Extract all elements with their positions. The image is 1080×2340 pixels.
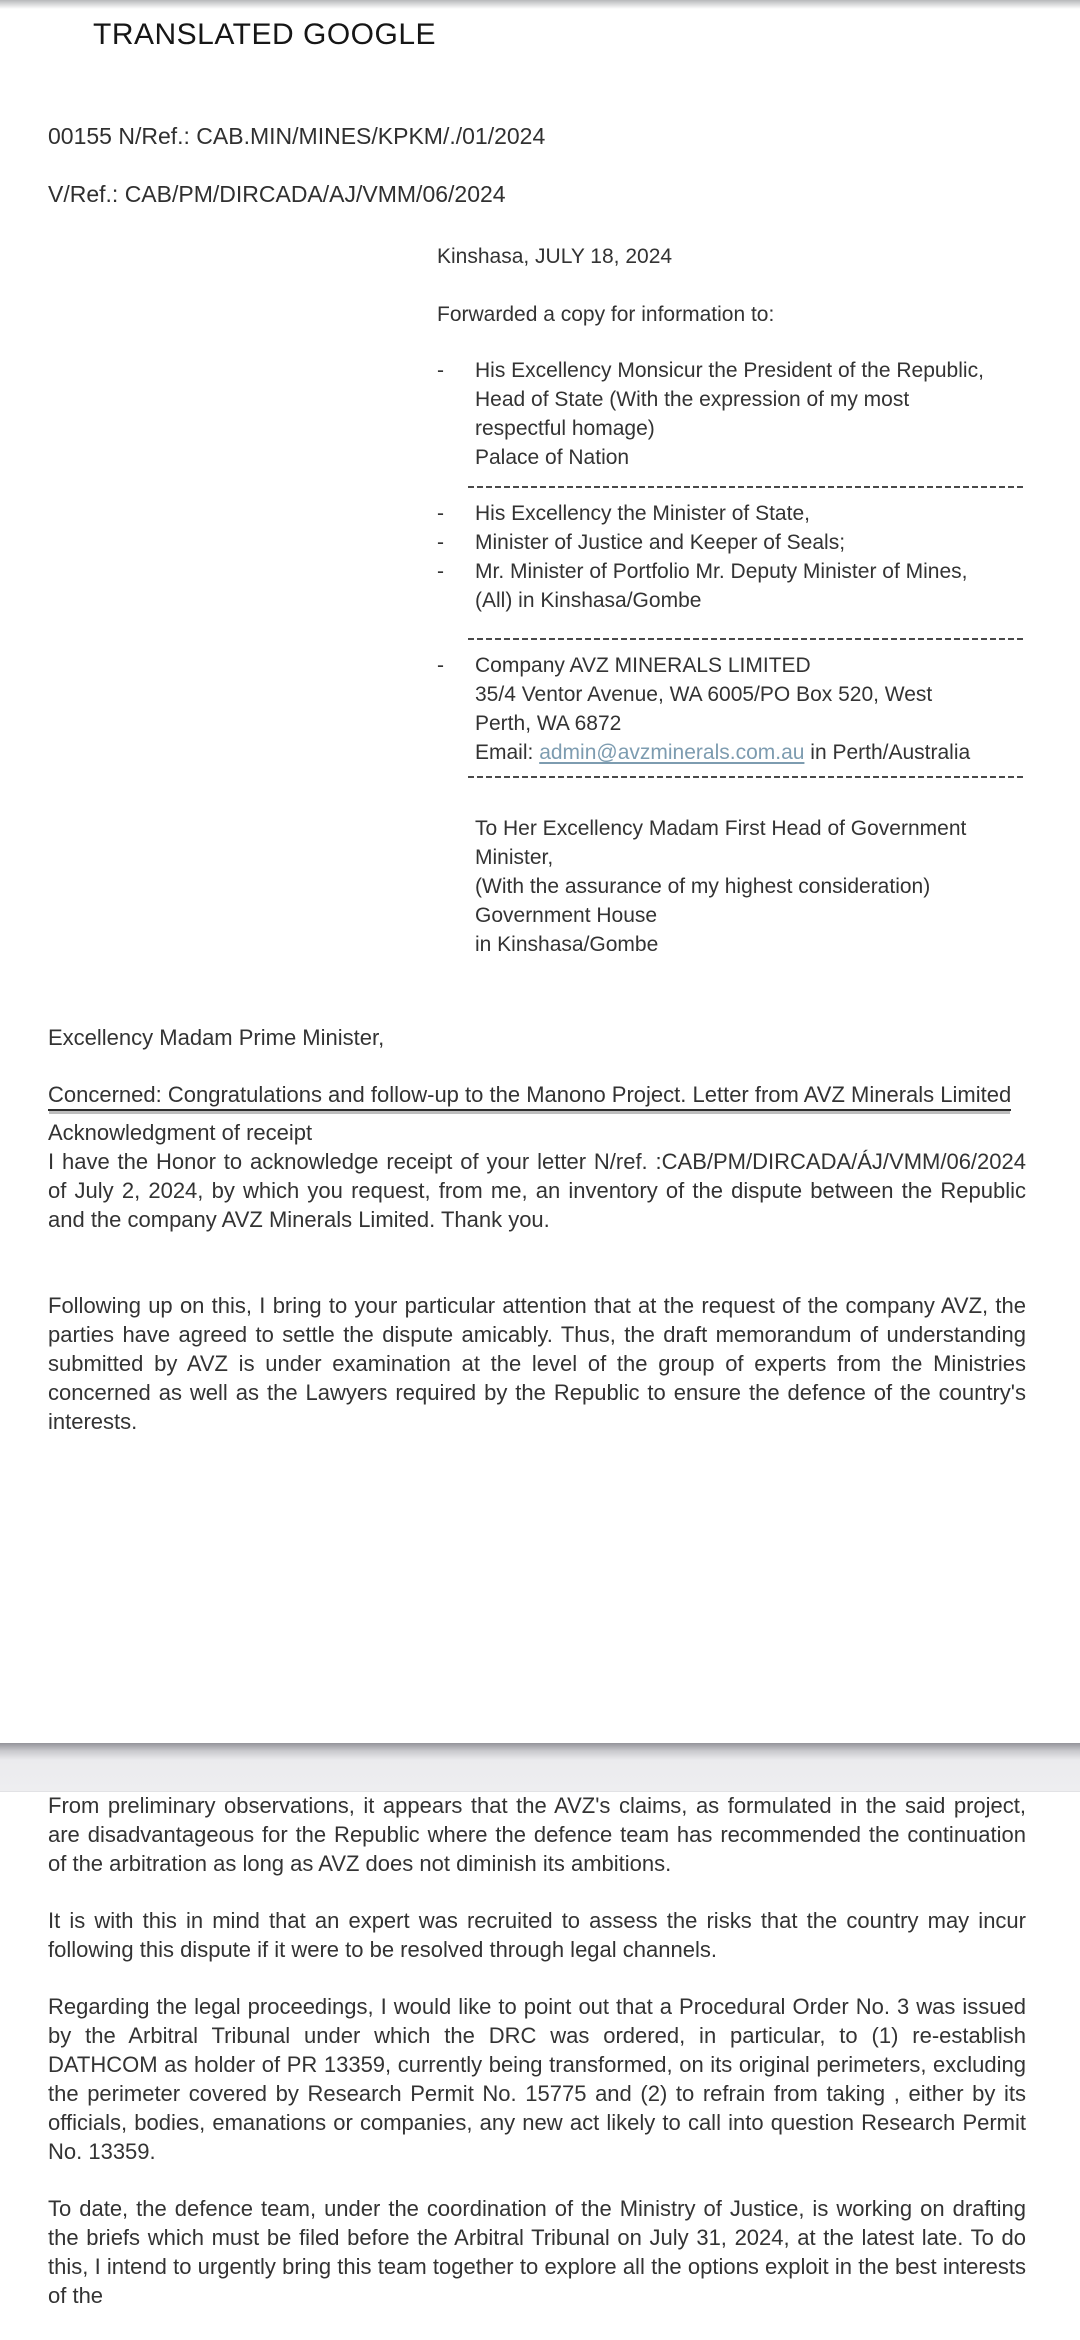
address-text [475,414,655,443]
address-row [437,528,1037,557]
page-break-gap [0,1743,1080,1792]
body-paragraph: I have the Honor to acknowledge receipt of your letter N/ref. :CAB/PM/DIRCADA/ÁJ/VMM/06/2024 of July 2, 2024, by which you request, from me, an inventory of the dispute between the Republic and the company AVZ Minerals Limited. Thank you. [48,1149,1026,1232]
recipient-block-president [437,356,1037,472]
address-text-pre: in Kinshasa/Gombe [475,933,659,956]
dash-bullet [437,385,475,414]
our-reference-line: 00155 N/Ref.: CAB.MIN/MINES/KPKM/./01/2024 [48,123,546,149]
body-paragraph: Following up on this, I bring to your particular attention that at the request of the company AVZ, the parties have agreed to settle the dispute amicably. Thus, the draft memorandum of understanding submitted by AVZ is under examination at the level of the group of experts from the Ministries concerned as well as the Lawyers required by the Republic to ensure the defence of the country's interests. [48,1293,1026,1434]
address-text-pre: Mr. Minister of Portfolio Mr. Deputy Minister of Mines, [475,560,968,583]
dash-bullet: - [437,654,444,677]
address-text-pre: Perth, WA 6872 [475,712,622,735]
acknowledgment-line: Acknowledgment of receipt [48,1120,313,1145]
address-text [475,814,966,843]
address-text-pre: respectful homage) [475,417,655,440]
dashed-divider [468,776,1024,778]
address-row [437,586,1037,615]
dash-bullet [437,414,475,443]
address-text [475,872,930,901]
address-text [475,443,629,472]
scanned-page-2 [0,1791,1080,2310]
address-text [475,738,970,767]
address-row [437,738,1037,767]
address-row [437,709,1037,738]
address-row [437,901,1037,930]
address-text [475,709,621,738]
dash-bullet [437,443,475,472]
body-paragraph: To date, the defence team, under the coordination of the Ministry of Justice, is working on drafting the briefs which must be filed before the Arbitral Tribunal on July 31, 2024, at the latest late. To do this, I intend to urgently bring this team together to explore all the options exploit in the best interests of the [48,2196,1026,2308]
subject-underlined-text: Concerned: Congratulations and follow-up to the Manono Project. Letter from AVZ Minerals Limited [48,1082,1011,1111]
address-text-pre: Company AVZ MINERALS LIMITED [475,654,811,677]
address-text-pre: (With the assurance of my highest consideration) [475,875,931,898]
dash-bullet [437,709,475,738]
address-text-pre: (All) in Kinshasa/Gombe [475,589,702,612]
body-paragraph: It is with this in mind that an expert was recruited to assess the risks that the country may incur following this dispute if it were to be resolved through legal channels. [48,1908,1026,1962]
dash-bullet [437,843,475,872]
body-paragraph: Regarding the legal proceedings, I would like to point out that a Procedural Order No. 3 was issued by the Arbitral Tribunal under which the DRC was ordered, in particular, to (1) re-establish DATHCOM as holder of PR 13359, currently being transformed, on its original perimeters, excluding the perimeter covered by Research Permit No. 15775 and (2) to refrain from taking , either by its officials, bodies, emanations or companies, any new act likely to call into question Research Permit No. 13359. [48,1994,1026,2164]
address-row [437,356,1037,385]
address-row [437,557,1037,586]
dash-bullet: - [437,560,444,583]
dash-bullet [437,738,475,767]
address-text-pre: Government House [475,904,658,927]
forward-copy-label: Forwarded a copy for information to: [437,303,775,326]
address-row [437,414,1037,443]
address-row [437,680,1037,709]
address-text [475,586,701,615]
recipient-block-prime-minister [437,814,1037,959]
dash-bullet: - [437,359,444,382]
address-text-post: in Perth/Australia [804,741,971,764]
dash-bullet [437,901,475,930]
address-text [475,901,657,930]
address-text-pre: Minister of Justice and Keeper of Seals; [475,531,846,554]
address-row [437,499,1037,528]
dash-bullet [437,586,475,615]
your-reference-line: V/Ref.: CAB/PM/DIRCADA/AJ/VMM/06/2024 [48,181,506,207]
address-row [437,843,1037,872]
address-text [475,557,967,586]
address-row [437,872,1037,901]
address-text [475,385,909,414]
dash-bullet: - [437,502,444,525]
address-row [437,443,1037,472]
dash-bullet [437,814,475,843]
dateline: Kinshasa, JULY 18, 2024 [437,245,673,268]
page1-paragraphs [0,1147,1080,1436]
dash-bullet [437,680,475,709]
address-row [437,930,1037,959]
address-text [475,930,658,959]
address-text [475,356,984,385]
address-row [437,651,1037,680]
dashed-divider [468,486,1024,488]
address-text [475,651,811,680]
address-row [437,385,1037,414]
body-paragraph: From preliminary observations, it appears that the AVZ's claims, as formulated in the said project, are disadvantageous for the Republic where the defence team has recommended the continuation of the arbitration as long as AVZ does not diminish its ambitions. [48,1793,1026,1876]
address-column [437,242,1037,959]
dash-bullet [437,872,475,901]
page2-paragraphs [0,1791,1080,2310]
address-text [475,680,932,709]
dash-bullet [437,930,475,959]
recipient-block-company [437,651,1037,767]
address-text-pre: Palace of Nation [475,446,630,469]
address-text-pre: His Excellency the Minister of State, [475,502,810,525]
address-text-pre: Head of State (With the expression of my most [475,388,910,411]
address-row [437,814,1037,843]
address-text-pre: His Excellency Monsicur the President of the Republic, [475,359,984,382]
address-text [475,843,553,872]
dash-bullet: - [437,531,444,554]
recipient-block-ministers [437,499,1037,615]
address-text-pre: To Her Excellency Madam First Head of Government [475,817,967,840]
email-link[interactable]: admin@avzminerals.com.au [539,741,805,764]
dashed-divider [468,638,1024,640]
salutation: Excellency Madam Prime Minister, [48,1025,385,1050]
translation-banner: TRANSLATED GOOGLE [93,18,437,51]
address-text-pre: Minister, [475,846,554,869]
address-text-pre: Email: [475,741,540,764]
address-text [475,499,810,528]
subject-line [48,1080,1026,1110]
address-text [475,528,845,557]
address-text-pre: 35/4 Ventor Avenue, WA 6005/PO Box 520, West [475,683,933,706]
